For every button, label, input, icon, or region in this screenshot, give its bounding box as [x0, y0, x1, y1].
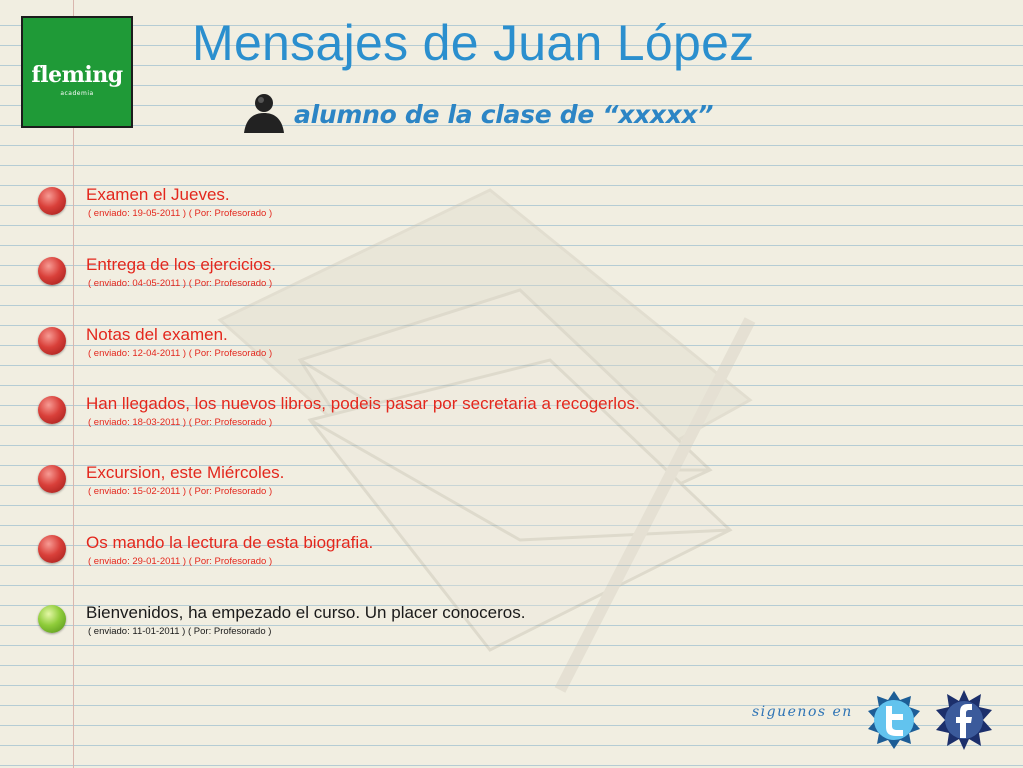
unread-status-icon — [38, 465, 66, 493]
logo-text: fleming — [31, 62, 123, 88]
message-title[interactable]: Han llegados, los nuevos libros, podeis pasar por secretaria a recogerlos. — [86, 394, 640, 413]
twitter-icon[interactable] — [862, 688, 926, 752]
follow-us-label: siguenos en — [752, 704, 853, 720]
message-title[interactable]: Os mando la lectura de esta biografia. — [86, 533, 374, 552]
unread-status-icon — [38, 257, 66, 285]
unread-status-icon — [38, 327, 66, 355]
message-meta: ( enviado: 29-01-2011 ) ( Por: Profesorado ) — [88, 556, 273, 567]
facebook-icon[interactable] — [932, 688, 996, 752]
fleming-logo — [21, 16, 133, 128]
message-meta: ( enviado: 15-02-2011 ) ( Por: Profesorado ) — [88, 486, 273, 497]
message-meta: ( enviado: 11-01-2011 ) ( Por: Profesorado ) — [88, 626, 272, 637]
message-meta: ( enviado: 04-05-2011 ) ( Por: Profesorado ) — [88, 278, 273, 289]
message-title[interactable]: Excursion, este Miércoles. — [86, 463, 285, 482]
message-title[interactable]: Notas del examen. — [86, 325, 228, 344]
message-meta: ( enviado: 18-03-2011 ) ( Por: Profesorado ) — [88, 417, 273, 428]
message-item[interactable] — [38, 255, 938, 311]
message-item[interactable] — [38, 463, 938, 519]
student-subtitle: alumno de la clase de “xxxxx” — [294, 100, 714, 129]
message-item[interactable] — [38, 533, 938, 589]
page-title: Mensajes de Juan López — [192, 15, 755, 71]
message-item[interactable] — [38, 185, 938, 241]
unread-status-icon — [38, 396, 66, 424]
message-meta: ( enviado: 19-05-2011 ) ( Por: Profesorado ) — [88, 208, 273, 219]
user-silhouette-icon — [242, 91, 286, 133]
message-title[interactable]: Examen el Jueves. — [86, 185, 230, 204]
message-item[interactable] — [38, 325, 938, 381]
unread-status-icon — [38, 535, 66, 563]
unread-status-icon — [38, 187, 66, 215]
message-item[interactable] — [38, 603, 938, 659]
logo-subtext: academia — [60, 90, 94, 97]
message-title[interactable]: Bienvenidos, ha empezado el curso. Un placer conoceros. — [86, 603, 526, 622]
message-title[interactable]: Entrega de los ejercicios. — [86, 255, 276, 274]
read-status-icon — [38, 605, 66, 633]
message-item[interactable] — [38, 394, 938, 450]
message-meta: ( enviado: 12-04-2011 ) ( Por: Profesorado ) — [88, 348, 273, 359]
